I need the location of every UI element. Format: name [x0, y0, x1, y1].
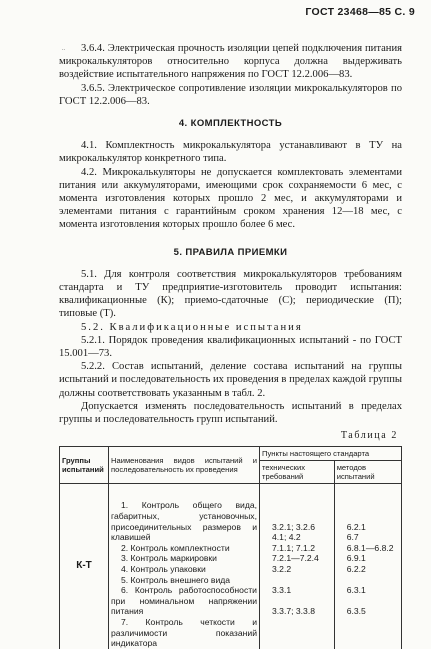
tech-ref: 7.2.1—7.2.4 [272, 553, 319, 564]
paragraph-5-1: 5.1. Для контроля соответствия микрокалькуляторов требованиям стандарта и ТУ предприятие-изготовитель проводит испытания: квалификационные (К); приемо-сдаточные (С); периодические (П); типовые (Т). [59, 268, 402, 320]
paragraph-3-6-4: 3.6.4. Электрическая прочность изоляции цепей подключения питания микрокалькуляторов относительно корпуса должна выдерживать воздействие испытательного напряжения по ГОСТ 12.2.006—83. [59, 43, 402, 81]
paragraph-4-2: 4.2. Микрокалькуляторы не допускается комплектовать элементами питания или аккумуляторами, имеющими срок сохраняемости 6 мес, с момента изготовления которых прошло 2 мес, и аккумуляторами и элементами питания с гарантийным сроком хранения 12—18 мес, с момента изготовления которых прошло более 6 мес. [59, 166, 402, 231]
tech-ref: 3.3.1 [272, 585, 292, 596]
tech-ref: 3.3.7; 3.3.8 [272, 606, 316, 617]
test-name: 6. Контроль работоспособности при номинальном напряжении питания [111, 585, 257, 617]
header-tech-requirements: технических требований [260, 461, 335, 484]
test-names-cell [109, 484, 260, 649]
test-name: 3. Контроль маркировки [121, 553, 217, 564]
header-points: Пункты настоящего стандарта [260, 447, 402, 461]
tech-refs-cell [260, 484, 335, 649]
paragraph-5-2-2: 5.2.2. Состав испытаний, деление состава испытаний на группы испытаний и последовательность их проведения в пределах каждой группы должны соответствовать указанным в табл. 2. [59, 361, 402, 399]
tech-ref: 7.1.1; 7.1.2 [272, 542, 316, 553]
method-ref: 6.8.1—6.8.2 [346, 542, 394, 553]
test-name: 7. Контроль четкости и различимости показаний индикатора [111, 617, 257, 649]
table-caption: Таблица 2 [340, 430, 398, 442]
method-refs-cell [334, 484, 401, 649]
paragraph-permission: Допускается изменять последовательность испытаний в пределах группы и последовательность групп испытаний. [59, 400, 402, 426]
method-ref: 6.9.1 [346, 553, 366, 564]
section-5-title: 5. ПРАВИЛА ПРИЕМКИ [173, 246, 288, 258]
method-ref: 6.7 [346, 532, 359, 543]
page-header: ГОСТ 23468—85 С. 9 [305, 6, 415, 18]
paragraph-5-2-1: 5.2.1. Порядок проведения квалификационных испытаний - по ГОСТ 15.001—73. [59, 334, 402, 360]
test-name: 5. Контроль внешнего вида [121, 574, 231, 585]
header-groups: Группы испытаний [60, 447, 109, 484]
paragraph-5-2: 5.2. Квалификационные испытания [81, 321, 303, 333]
method-ref: 6.2.2 [346, 564, 366, 575]
tests-table [59, 446, 402, 648]
method-ref: 6.3.1 [346, 585, 366, 596]
table-row [60, 484, 402, 649]
paragraph-3-6-5: 3.6.5. Электрическое сопротивление изоляции микрокалькуляторов по ГОСТ 12.2.006—83. [59, 82, 402, 107]
tech-ref: 3.2.1; 3.2.6 [272, 521, 316, 532]
method-ref: 6.2.1 [346, 521, 366, 532]
test-name: 2. Контроль комплектности [121, 542, 230, 553]
document-body [59, 42, 402, 649]
tech-ref: 4.1; 4.2 [272, 532, 301, 543]
test-name: 1. Контроль общего вида, габаритных, установочных, присоединительных размеров и клавишей [111, 500, 257, 543]
header-test-methods: методов испытаний [334, 461, 401, 484]
tech-ref: 3.2.2 [272, 564, 292, 575]
group-cell: К-Т [60, 484, 109, 649]
method-ref: 6.3.5 [346, 606, 366, 617]
header-test-names: Наименования видов испытаний и последовательность их проведения [109, 447, 260, 484]
scan-speck: .. [62, 46, 65, 52]
test-name: 4. Контроль упаковки [121, 564, 206, 575]
paragraph-4-1: 4.1. Комплектность микрокалькулятора устанавливают в ТУ на микрокалькулятор конкретного типа. [59, 140, 402, 165]
section-4-title: 4. КОМПЛЕКТНОСТЬ [178, 118, 283, 130]
